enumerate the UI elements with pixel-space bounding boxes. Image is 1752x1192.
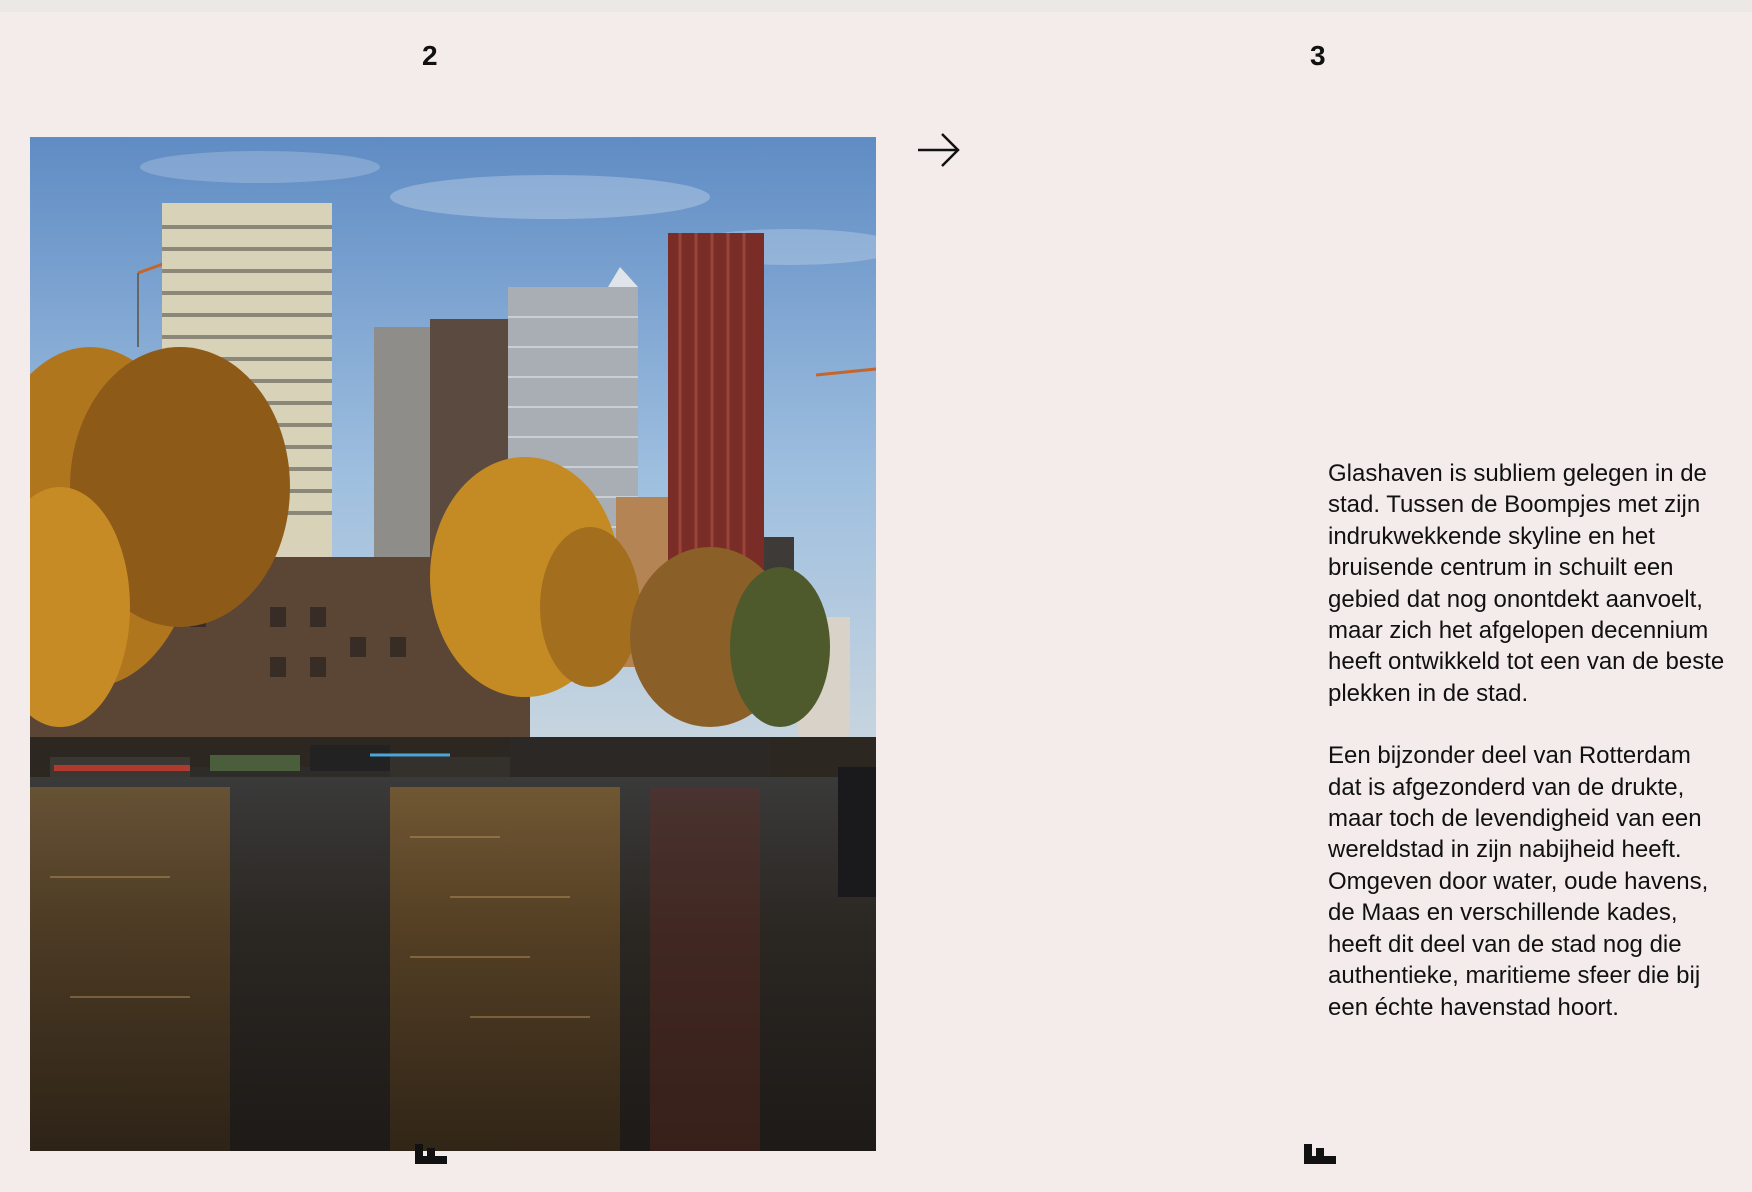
page-number-right: 3 [1310, 40, 1326, 71]
logo-mark-left-icon [413, 1142, 451, 1168]
skyline-photo-illustration [30, 137, 876, 1151]
body-text [1328, 458, 1728, 1054]
page-number-left: 2 [422, 40, 438, 71]
paragraph-2: Een bijzonder deel van Rotterdam dat is afgezonderd van de drukte, maar toch de levendigheid van een wereldstad in zijn nabijheid heeft. Omgeven door water, oude havens, de Maas en verschillende kades, heeft dit deel van de stad nog die authentieke, maritieme sfeer die bij een échte havenstad hoort. [1328, 742, 1709, 1021]
skyline-photo [30, 137, 876, 1151]
logo-mark-right-icon [1302, 1142, 1340, 1168]
arrow-right-icon[interactable] [916, 130, 962, 170]
top-strip [0, 0, 1752, 12]
paragraph-1: Glashaven is subliem gelegen in de stad. Tussen de Boompjes met zijn indrukwekkende skyline en het bruisende centrum in schuilt een gebied dat nog onontdekt aanvoelt, maar zich het afgelopen decennium heeft ontwikkeld tot een van de beste plekken in de stad. [1328, 460, 1725, 707]
